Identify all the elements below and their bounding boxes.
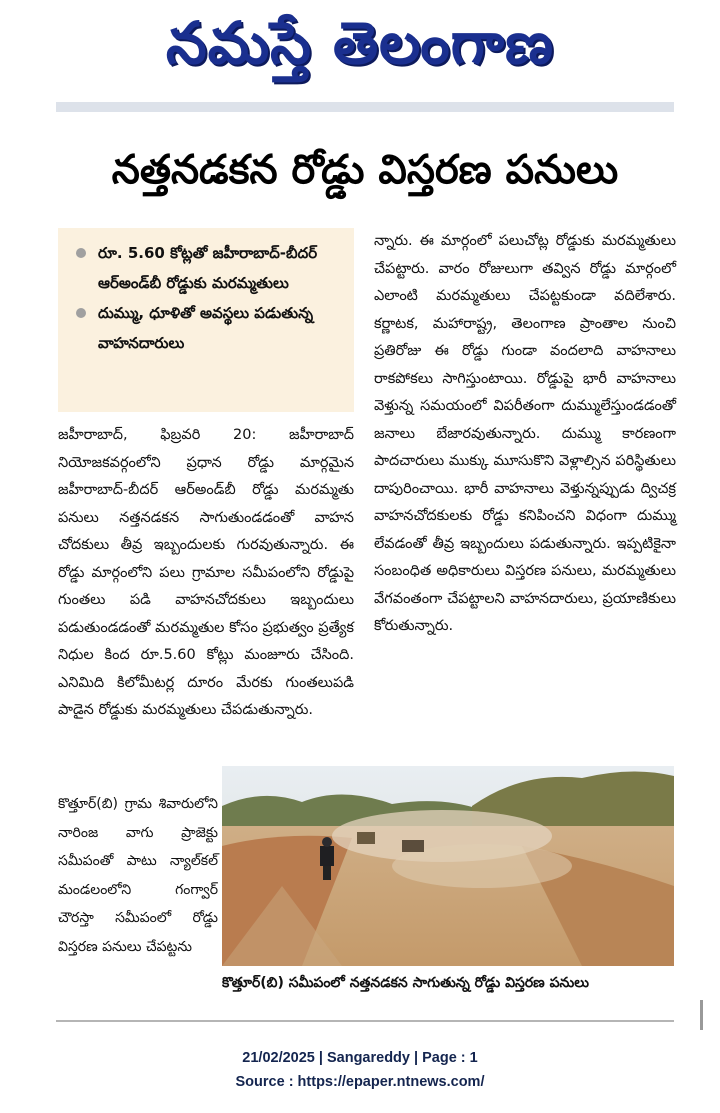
masthead <box>0 0 720 100</box>
photo-caption: కొత్తూర్(బి) సమీపంలో నత్తనడకన సాగుతున్న రోడ్డు విస్తరణ పనులు <box>222 975 589 991</box>
bullet-icon <box>76 308 86 318</box>
highlight-item <box>72 298 342 358</box>
article-headline: నత్తనడకన రోడ్డు విస్తరణ పనులు <box>111 147 619 193</box>
highlights-box <box>58 228 354 412</box>
masthead-divider <box>56 102 674 112</box>
highlight-item <box>72 238 342 298</box>
article-body-left-column: జహీరాబాద్, ఫిబ్రవరి 20: జహీరాబాద్ నియోజకవర్గంలోని ప్రధాన రోడ్డు మార్గమైన జహీరాబాద్-బీదర్ ఆర్అండ్‌బీ రోడ్డు మరమ్మతు పనులు నత్తనడకన సాగుతుండడంతో వాహన చోదకులు తీవ్ర ఇబ్బందులకు గురవుతున్నారు. ఈ రోడ్డు మార్గంలోని పలు గ్రామాల సమీపంలోని రోడ్డుపై గుంతలు పడి వాహనచోదకులు ఇబ్బందులు పడుతుండడంతో మరమ్మతుల కోసం ప్రభుత్వం ప్రత్యేక నిధుల కింద రూ.5.60 కోట్లు మంజూరు చేసింది. ఎనిమిది కిలోమీటర్ల దూరం మేరకు గుంతలుపడి పాడైన రోడ్డుకు మరమ్మతులు చేపడుతున్నారు. <box>58 427 354 718</box>
footer-date-line: 21/02/2025 | Sangareddy | Page : 1 <box>242 1050 478 1066</box>
footer-source-line: Source : https://epaper.ntnews.com/ <box>235 1074 485 1090</box>
highlight-text: రూ. 5.60 కోట్లతో జహీరాబాద్-బీదర్ ఆర్అండ్‌బీ రోడ్డుకు మరమ్మతులు <box>98 244 318 292</box>
highlight-text: దుమ్ము, ధూళితో అవస్థలు పడుతున్న వాహనదారులు <box>98 304 314 352</box>
page-bottom-divider <box>56 1020 674 1022</box>
page-side-mark <box>700 1000 703 1030</box>
bullet-icon <box>76 248 86 258</box>
newspaper-logo: నమస్తే తెలంగాణ <box>166 9 554 77</box>
article-photo <box>222 766 674 966</box>
footer <box>0 1046 720 1094</box>
article-body-right-column: న్నారు. ఈ మార్గంలో పలుచోట్ల రోడ్డుకు మరమ్మతులు చేపట్టారు. వారం రోజులుగా తవ్విన రోడ్డు మార్గంలో ఎలాంటి మరమ్మతులు చేపట్టకుండా వదిలేశారు. కర్ణాటక, మహారాష్ట్ర, తెలంగాణ ప్రాంతాల నుంచి ప్రతిరోజు ఈ రోడ్డు గుండా వందలాది వాహనాలు రాకపోకలు సాగిస్తుంటాయి. రోడ్డుపై భారీ వాహనాలు వెళ్తున్న సమయంలో విపరీతంగా దుమ్ములేస్తుండడంతో జనాలు బేజారవుతున్నారు. దుమ్ము కారణంగా పాదచారులు ముక్కు మూసుకొని వెళ్లాల్సిన పరిస్థితులు దాపురించాయి. భారీ వాహనాలు వెళ్తున్నప్పుడు ద్విచక్ర వాహనచోదకులకు రోడ్డు కనిపించని విధంగా దుమ్ము లేవడంతో తీవ్ర ఇబ్బందులు పడుతున్నారు. ఇప్పటికైనా సంబంధిత అధికారులు విస్తరణ పనులు, మరమ్మతులు వేగవంతంగా చేపట్టాలని వాహనదారులు, ప్రయాణికులు కోరుతున్నారు. <box>374 233 676 634</box>
article-body-narrow-column: కొత్తూర్(బి) గ్రామ శివారులోని నారింజ వాగు ప్రాజెక్టు సమీపంతో పాటు న్యాల్‌కల్ మండలంలోని గంగ్వార్ చౌరస్తా సమీపంలో రోడ్డు విస్తరణ పనులు చేపట్టను <box>58 796 218 955</box>
